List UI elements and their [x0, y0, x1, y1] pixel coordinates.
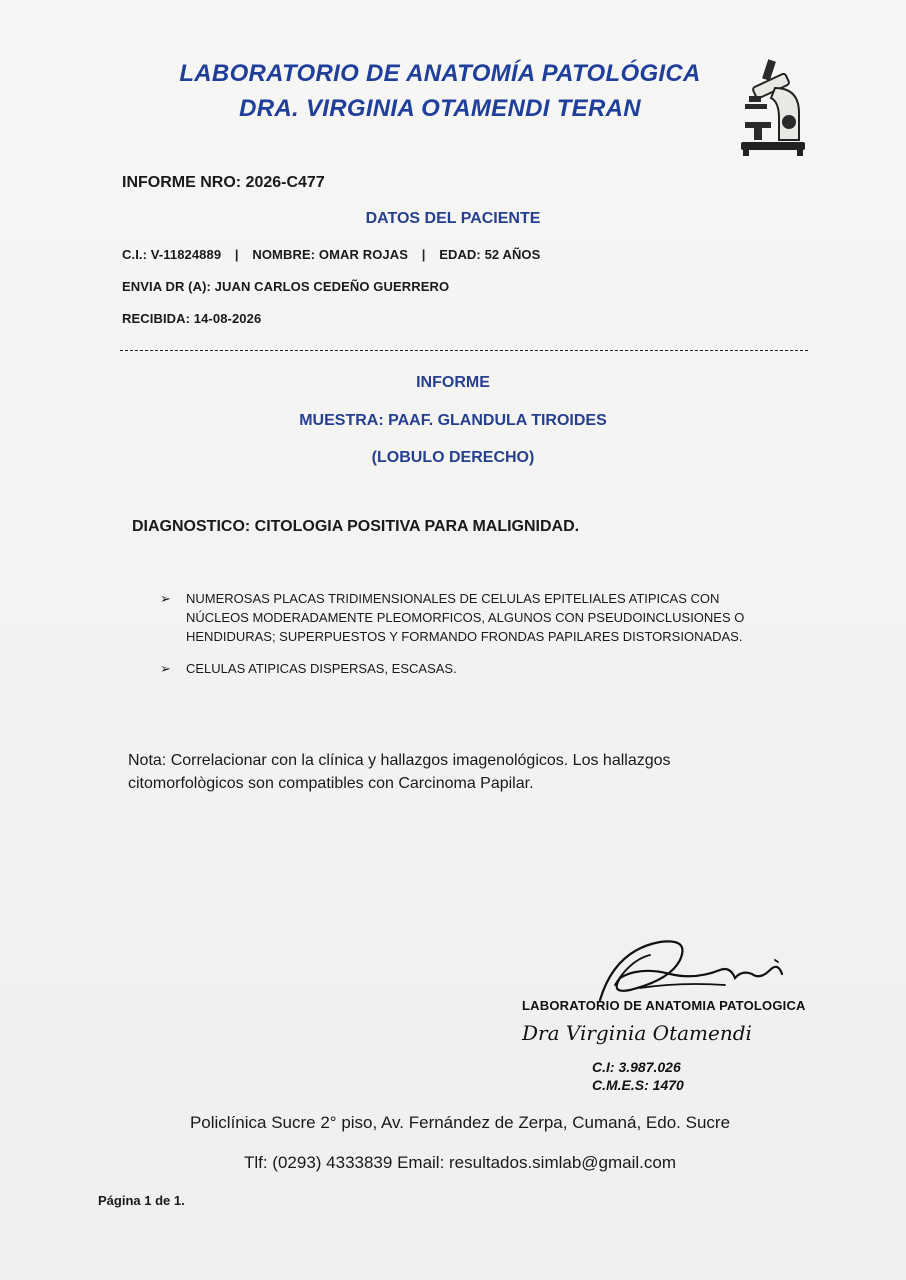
sample-location: (LOBULO DERECHO) [371, 449, 535, 466]
arrow-bullet-icon: ➢ [160, 661, 171, 676]
note-line: citomorfològicos son compatibles con Carcinoma Papilar. [128, 775, 534, 792]
finding-item [160, 589, 840, 649]
separator: | [421, 247, 426, 262]
finding-line: NÚCLEOS MODERADAMENTE PLEOMORFICOS, ALGUNOS CON PSEUDOINCLUSIONES O [186, 610, 745, 625]
patient-ci: C.I.: V-11824889 [122, 247, 222, 262]
note [128, 749, 768, 795]
microscope-icon [735, 58, 810, 158]
finding-line: NUMEROSAS PLACAS TRIDIMENSIONALES DE CELULAS EPITELIALES ATIPICAS CON [186, 591, 720, 606]
finding-item [160, 659, 840, 679]
report-heading: INFORME [416, 374, 490, 391]
diagnosis: DIAGNOSTICO: CITOLOGIA POSITIVA PARA MALIGNIDAD. [132, 518, 580, 535]
received-date: RECIBIDA: 14-08-2026 [122, 311, 262, 326]
lab-title: LABORATORIO DE ANATOMÍA PATOLÓGICA [179, 60, 701, 87]
note-line: Nota: Correlacionar con la clínica y hallazgos imagenológicos. Los hallazgos [128, 752, 671, 769]
referring-doctor: ENVIA DR (A): JUAN CARLOS CEDEÑO GUERRERO [122, 279, 450, 294]
finding-line: CELULAS ATIPICAS DISPERSAS, ESCASAS. [186, 661, 457, 676]
patient-id-line [122, 247, 540, 262]
footer-address: Policlínica Sucre 2° piso, Av. Fernández de Zerpa, Cumaná, Edo. Sucre [189, 1113, 731, 1132]
doctor-cmes: C.M.E.S: 1470 [592, 1077, 684, 1093]
page-number: Página 1 de 1. [98, 1193, 185, 1208]
doctor-title: DRA. VIRGINIA OTAMENDI TERAN [239, 95, 641, 122]
report-number: INFORME NRO: 2026-C477 [122, 174, 325, 191]
sample-line: MUESTRA: PAAF. GLANDULA TIROIDES [299, 412, 607, 429]
finding-text [186, 659, 457, 678]
signature-credentials [592, 1058, 684, 1094]
separator: | [234, 247, 239, 262]
finding-text [186, 589, 744, 646]
patient-name: NOMBRE: OMAR ROJAS [252, 247, 408, 262]
patient-data-heading: DATOS DEL PACIENTE [365, 210, 541, 227]
signature-stamp-name: Dra Virginia Otamendi [522, 1021, 752, 1045]
footer-contact: Tlf: (0293) 4333839 Email: resultados.simlab@gmail.com [243, 1153, 677, 1172]
arrow-bullet-icon: ➢ [160, 591, 171, 606]
doctor-ci: C.I: 3.987.026 [592, 1059, 681, 1075]
divider-line [120, 350, 808, 351]
signature-stamp-lab: LABORATORIO DE ANATOMIA PATOLOGICA [522, 998, 806, 1013]
patient-age: EDAD: 52 AÑOS [439, 247, 541, 262]
finding-line: HENDIDURAS; SUPERPUESTOS Y FORMANDO FRONDAS PAPILARES DISTORSIONADAS. [186, 629, 743, 644]
